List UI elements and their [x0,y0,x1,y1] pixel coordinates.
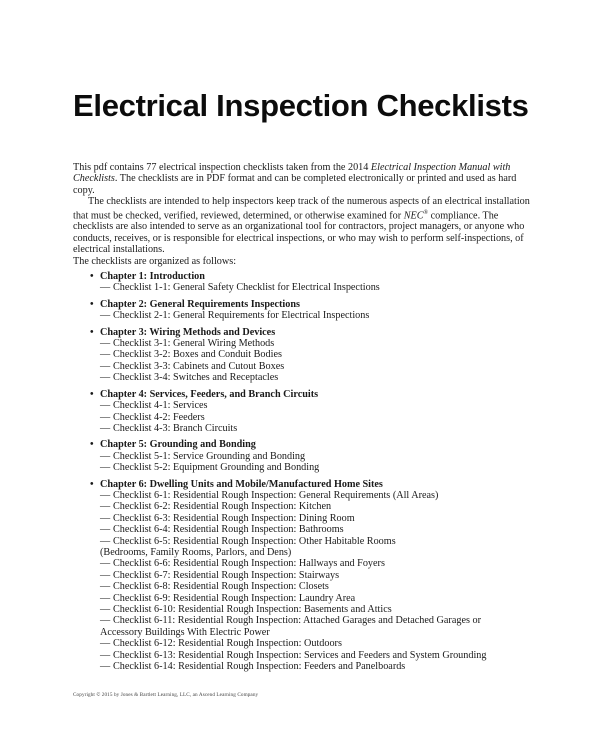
chapter-item [73,327,535,384]
checklist-item [73,524,535,535]
checklist-label: Checklist 5-2: Equipment Grounding and Bonding [113,462,320,474]
bullet-icon: • [90,439,94,451]
checklist-label: Checklist 6-2: Residential Rough Inspection: Kitchen [113,501,332,513]
dash-icon: — [100,338,111,350]
checklist-label: Checklist 3-4: Switches and Receptacles [113,372,279,384]
dash-icon: — [100,661,111,673]
checklist-list [100,282,535,293]
checklist-item [73,570,535,581]
checklist-item [73,282,535,293]
dash-icon: — [100,282,111,294]
dash-icon: — [100,535,111,547]
checklist-item [73,361,535,372]
checklist-list [100,451,535,474]
checklist-label: Checklist 6-4: Residential Rough Inspection: Bathrooms [113,524,344,536]
checklist-item [73,501,535,512]
chapter-title-text: Chapter 2: General Requirements Inspections [100,298,300,310]
chapter-title-text: Chapter 5: Grounding and Bonding [100,439,256,451]
checklist-item [73,615,535,626]
chapter-item [73,271,535,294]
intro-text: compliance. The checklists are also intended to serve as an organizational tool for contractors, project managers, or anyone who conducts, receives, or is responsible for electrical inspections, or who may wish to perform self-inspections, of electrical installations. [73,210,525,256]
checklist-item [73,451,535,462]
checklist-label: Checklist 2-1: General Requirements for Electrical Inspections [113,310,370,322]
dash-icon: — [100,638,111,650]
checklist-list [100,310,535,321]
nec-label: NEC [403,210,424,222]
checklist-label: Checklist 6-10: Residential Rough Inspection: Basements and Attics [113,604,392,616]
dash-icon: — [100,512,111,524]
checklist-continuation: Accessory Buildings With Electric Power [100,626,270,638]
chapter-title-text: Chapter 1: Introduction [100,271,205,283]
chapter-title [90,271,535,283]
checklist-item [73,513,535,524]
checklist-label: Checklist 6-8: Residential Rough Inspection: Closets [113,581,329,593]
dash-icon: — [100,372,111,384]
checklist-label: Checklist 6-1: Residential Rough Inspection: General Requirements (All Areas) [113,489,439,501]
checklist-label: Checklist 4-2: Feeders [113,411,205,423]
dash-icon: — [100,450,111,462]
chapter-item [73,439,535,473]
dash-icon: — [100,411,111,423]
dash-icon: — [100,569,111,581]
dash-icon: — [100,558,111,570]
intro-text: The checklists are intended to help inspectors keep track of the numerous aspects of an electrical installation that must be checked, verified, reviewed, determined, or otherwise examined for [73,196,530,222]
checklist-list [100,400,535,434]
checklist-item [73,462,535,473]
bullet-icon: • [90,271,94,283]
dash-icon: — [100,604,111,616]
chapter-item [73,479,535,673]
chapter-title [90,298,535,310]
registered-mark: ® [423,209,429,216]
book-title: Electrical Inspection Manual with Checklists [73,162,511,185]
intro-text: . The checklists are in PDF format and can be completed electronically or printed and used as hard copy. [73,173,517,196]
checklist-label: Checklist 6-5: Residential Rough Inspection: Other Habitable Rooms [113,535,396,547]
checklist-label: Checklist 6-7: Residential Rough Inspection: Stairways [113,569,340,581]
checklist-item [73,310,535,321]
checklist-label: Checklist 5-1: Service Grounding and Bonding [113,450,306,462]
dash-icon: — [100,524,111,536]
document-body [73,162,535,677]
dash-icon: — [100,615,111,627]
dash-icon: — [100,462,111,474]
checklist-item [73,423,535,434]
checklist-item [73,604,535,615]
dash-icon: — [100,581,111,593]
chapter-item [73,389,535,435]
checklist-label: Checklist 4-3: Branch Circuits [113,422,238,434]
chapter-title [90,439,535,451]
bullet-icon: • [90,478,94,490]
chapter-title [90,326,535,338]
checklist-list [100,490,535,673]
checklist-item [73,661,535,672]
dash-icon: — [100,649,111,661]
dash-icon: — [100,422,111,434]
intro-paragraph-1 [73,162,535,196]
bullet-icon: • [90,388,94,400]
chapter-title-text: Chapter 6: Dwelling Units and Mobile/Manufactured Home Sites [100,478,383,490]
checklist-label: Checklist 6-11: Residential Rough Inspection: Attached Garages and Detached Garages or [113,615,481,627]
checklist-item [73,338,535,349]
checklist-label: Checklist 4-1: Services [113,400,208,412]
dash-icon: — [100,349,111,361]
page-title: Electrical Inspection Checklists [73,88,529,123]
bullet-icon: • [90,326,94,338]
checklist-item [73,400,535,411]
checklist-label: Checklist 3-1: General Wiring Methods [113,338,275,350]
checklist-label: Checklist 6-14: Residential Rough Inspection: Feeders and Panelboards [113,661,406,673]
checklist-item [73,412,535,423]
chapter-title [90,388,535,400]
copyright-footer: Copyright © 2015 by Jones & Bartlett Learning, LLC, an Ascend Learning Company [73,692,259,698]
intro-paragraph-3: The checklists are organized as follows: [73,255,237,267]
chapter-title [90,478,535,490]
dash-icon: — [100,400,111,412]
checklist-label: Checklist 6-9: Residential Rough Inspection: Laundry Area [113,592,356,604]
dash-icon: — [100,501,111,513]
chapter-title-text: Chapter 4: Services, Feeders, and Branch Circuits [100,388,319,400]
checklist-list [100,338,535,384]
chapter-list [73,271,535,672]
checklist-item [73,650,535,661]
dash-icon: — [100,592,111,604]
checklist-item [73,372,535,383]
checklist-item [73,349,535,360]
intro-text: This pdf contains 77 electrical inspection checklists taken from the 2014 [73,162,371,173]
checklist-item [73,490,535,501]
checklist-item [73,581,535,592]
dash-icon: — [100,360,111,372]
checklist-item [73,536,535,547]
checklist-label: Checklist 6-12: Residential Rough Inspection: Outdoors [113,638,342,650]
chapter-title-text: Chapter 3: Wiring Methods and Devices [100,326,276,338]
checklist-label: Checklist 3-3: Cabinets and Cutout Boxes [113,360,285,372]
checklist-label: Checklist 6-6: Residential Rough Inspection: Hallways and Foyers [113,558,385,570]
checklist-label: Checklist 6-3: Residential Rough Inspection: Dining Room [113,512,355,524]
chapter-item [73,299,535,322]
checklist-label: Checklist 1-1: General Safety Checklist for Electrical Inspections [113,282,380,294]
intro-paragraph-2 [73,196,535,255]
bullet-icon: • [90,298,94,310]
dash-icon: — [100,489,111,501]
checklist-item [73,593,535,604]
dash-icon: — [100,310,111,322]
checklist-item [73,558,535,569]
checklist-item [73,638,535,649]
checklist-label: Checklist 6-13: Residential Rough Inspection: Services and Feeders and System Grounding [113,649,487,661]
checklist-continuation: (Bedrooms, Family Rooms, Parlors, and Dens) [100,546,292,558]
checklist-label: Checklist 3-2: Boxes and Conduit Bodies [113,349,282,361]
